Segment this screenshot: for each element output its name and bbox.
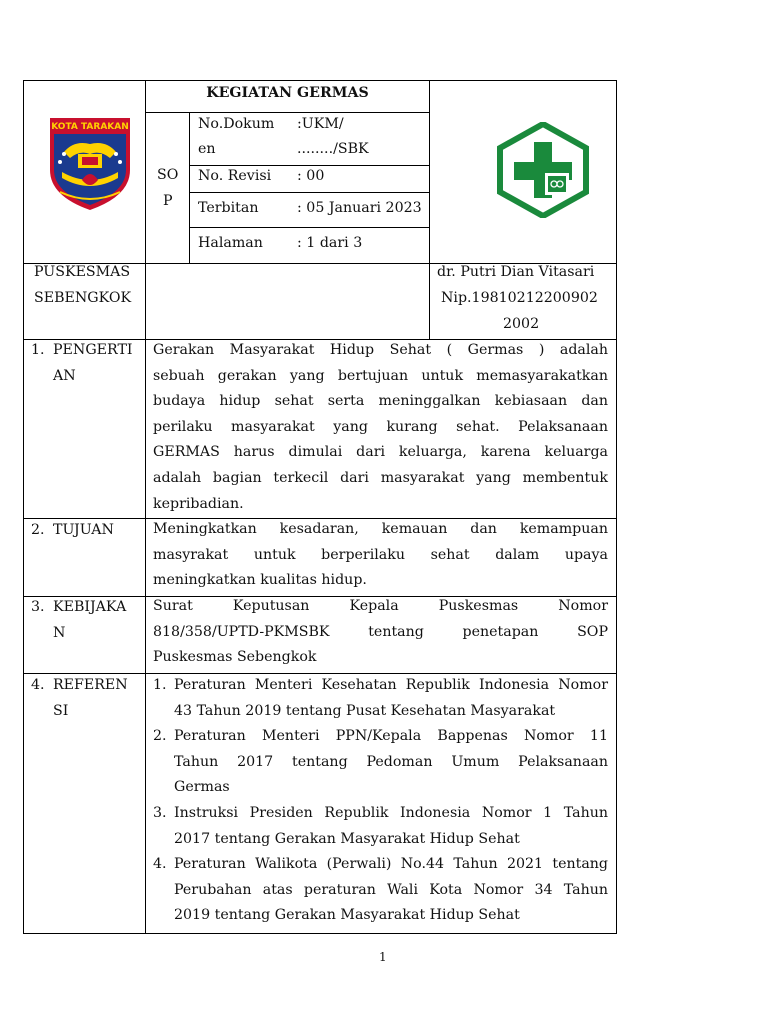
table-border-right (616, 80, 617, 934)
meta-value-nodokumen-1: :UKM/ (297, 116, 344, 132)
section-1-label-1: PENGERTI (53, 342, 133, 358)
paragraph-line: adalah bagian terkecil dari masyarakat yang membentuk (153, 469, 608, 486)
table-border-left (23, 80, 24, 934)
section-3-body (153, 594, 608, 671)
meta-value-terbitan: : 05 Januari 2023 (297, 200, 422, 216)
reference-item (153, 724, 608, 801)
sop-label-2: P (163, 193, 173, 209)
table-border-bottom (23, 933, 617, 934)
reference-list (153, 673, 608, 929)
reference-line: Peraturan Walikota (Perwali) No.44 Tahun 2021 tentang (174, 856, 608, 873)
section-4-number: 4. (31, 677, 45, 693)
reference-number: 2. (153, 728, 167, 745)
reference-number: 1. (153, 677, 167, 693)
meta-label-halaman: Halaman (198, 235, 263, 251)
reference-line: 43 Tahun 2019 tentang Pusat Kesehatan Masyarakat (174, 702, 556, 719)
paragraph-line: meningkatkan kualitas hidup. (153, 572, 367, 589)
section-2-body (153, 517, 608, 594)
org-name-line2: SEBENGKOK (34, 290, 132, 306)
section-2-label-1: TUJUAN (53, 522, 114, 538)
signer-nip: Nip.19810212200902 (441, 290, 598, 306)
divider-row-nodok (189, 165, 430, 166)
section-2-number: 2. (31, 522, 45, 538)
signer-name: dr. Putri Dian Vitasari (437, 264, 595, 280)
paragraph-line: perilaku masyarakat yang kurang sehat. Pelaksanaan (153, 418, 608, 435)
reference-line: Peraturan Menteri PPN/Kepala Bappenas Nomor 11 (174, 728, 608, 745)
meta-label-terbitan: Terbitan (198, 200, 259, 216)
section-3-label-2: N (53, 625, 66, 641)
paragraph-line: kepribadian. (153, 495, 244, 512)
section-1-label-2: AN (53, 368, 76, 384)
divider-row-terbitan (189, 227, 430, 228)
divider-sop (189, 112, 190, 263)
meta-value-nodokumen-2: ......../SBK (297, 141, 369, 157)
sop-label-1: SO (157, 167, 179, 183)
reference-line: Perubahan atas peraturan Wali Kota Nomor 34 Tahun (174, 881, 608, 898)
reference-line: Peraturan Menteri Kesehatan Republik Indonesia Nomor (174, 677, 608, 693)
svg-text:KOTA TARAKAN: KOTA TARAKAN (51, 122, 129, 132)
signer-nip-cont: 2002 (503, 316, 540, 332)
table-border-top (23, 80, 617, 81)
meta-label-nodokumen-2: en (198, 141, 216, 157)
section-4-label-1: REFEREN (53, 677, 128, 693)
paragraph-line: GERMAS harus dimulai dari keluarga, karena keluarga (153, 444, 608, 461)
paragraph-line: masyrakat untuk berperilaku sehat dalam upaya (153, 546, 608, 563)
paragraph-line: Gerakan Masyarakat Hidup Sehat ( Germas ) adalah (153, 342, 608, 358)
divider-row-revisi (189, 192, 430, 193)
reference-line: Germas (174, 779, 230, 796)
kota-tarakan-logo (44, 110, 136, 212)
section-4-label-2: SI (53, 703, 69, 719)
paragraph-line: Meningkatkan kesadaran, kemauan dan kemampuan (153, 521, 608, 537)
reference-item (153, 673, 608, 724)
paragraph-line: Surat Keputusan Kepala Puskesmas Nomor (153, 598, 608, 614)
org-name-line1: PUSKESMAS (34, 264, 131, 280)
paragraph-line: sebuah gerakan yang bertujuan untuk memasyarakatkan (153, 367, 608, 384)
divider-col1 (145, 80, 146, 934)
reference-line: 2019 tentang Gerakan Masyarakat Hidup Sehat (174, 907, 520, 924)
paragraph-line: Puskesmas Sebengkok (153, 649, 317, 666)
section-1-body (153, 338, 608, 517)
paragraph-line: budaya hidup sehat serta meninggalkan kebiasaan dan (153, 393, 608, 410)
reference-item (153, 852, 608, 929)
reference-number: 4. (153, 856, 167, 873)
reference-line: Instruksi Presiden Republik Indonesia Nomor 1 Tahun (174, 804, 608, 821)
divider-col-right (429, 80, 430, 339)
reference-line: 2017 tentang Gerakan Masyarakat Hidup Sehat (174, 830, 520, 847)
section-3-label-1: KEBIJAKA (53, 599, 127, 615)
section-3-number: 3. (31, 599, 45, 615)
document-title: KEGIATAN GERMAS (206, 85, 369, 101)
meta-label-nodokumen-1: No.Dokum (198, 116, 275, 132)
paragraph-line: 818/358/UPTD-PKMSBK tentang penetapan SOP (153, 623, 608, 640)
divider-title-bottom (145, 112, 430, 113)
section-1-number: 1. (31, 342, 45, 358)
page-number: 1 (379, 950, 387, 964)
puskesmas-logo (496, 122, 590, 218)
meta-label-revisi: No. Revisi (198, 168, 272, 184)
reference-line: Tahun 2017 tentang Pedoman Umum Pelaksanaan (174, 753, 608, 770)
reference-number: 3. (153, 804, 167, 821)
meta-value-revisi: : 00 (297, 168, 325, 184)
meta-value-halaman: : 1 dari 3 (297, 235, 363, 251)
reference-item (153, 801, 608, 852)
